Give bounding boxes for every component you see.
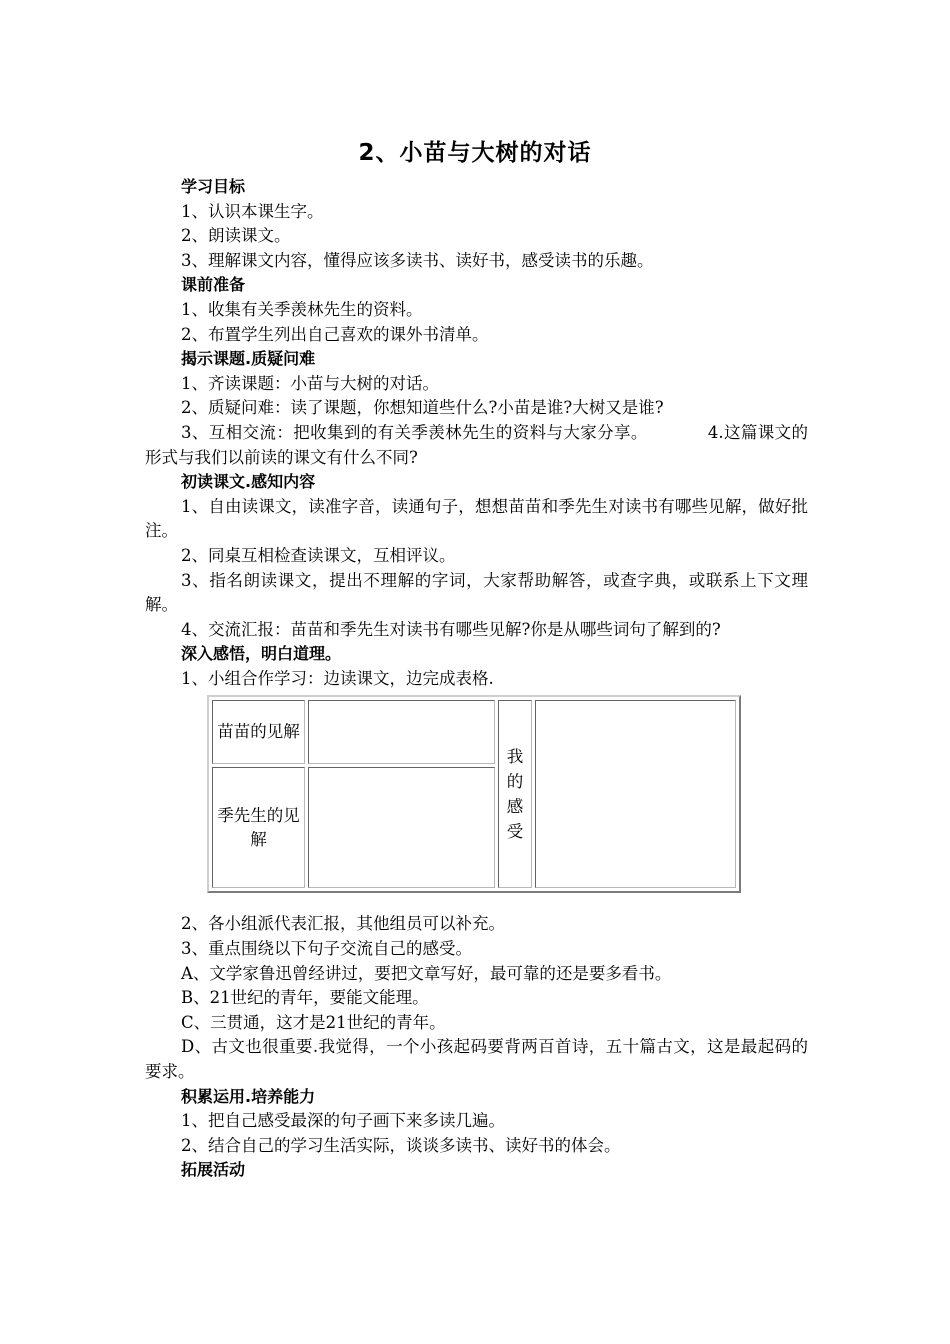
- side-label-char: 感: [506, 797, 524, 817]
- list-item: 1、认识本课生字。: [181, 201, 324, 221]
- list-item: 1、把自己感受最深的句子画下来多读几遍。: [181, 1111, 505, 1131]
- section-heading-extend: 拓展活动: [181, 1160, 246, 1180]
- side-label-char: 受: [506, 822, 524, 842]
- list-item-wrapped: 1、自由读课文，读准字音，读通句子，想想苗苗和季先生对读书有哪些见解，做好批注。: [145, 496, 808, 541]
- answer-cell-miaomiao[interactable]: [308, 700, 495, 763]
- list-item: 1、收集有关季羡林先生的资料。: [181, 299, 423, 319]
- answer-cell-ji[interactable]: [308, 767, 495, 889]
- list-item: 4、交流汇报：苗苗和季先生对读书有哪些见解?你是从哪些词句了解到的?: [181, 619, 721, 639]
- worksheet-table: [207, 695, 741, 893]
- section-heading-deep: 深入感悟，明白道理。: [181, 644, 342, 664]
- list-item: C、三贯通，这才是21世纪的青年。: [181, 1012, 446, 1032]
- section-heading-reveal: 揭示课题.质疑问难: [181, 349, 316, 369]
- list-item: A、文学家鲁迅曾经讲过，要把文章写好，最可靠的还是要多看书。: [181, 963, 672, 983]
- section-heading-goals: 学习目标: [181, 177, 246, 196]
- list-item: 2、同桌互相检查读课文，互相评议。: [181, 545, 456, 565]
- list-item: 1、齐读课题：小苗与大树的对话。: [181, 373, 439, 393]
- list-item: 2、朗读课文。: [181, 226, 291, 246]
- answer-cell-feelings[interactable]: [535, 700, 736, 888]
- list-item: 2、质疑问难：读了课题，你想知道些什么?小苗是谁?大树又是谁?: [181, 398, 664, 418]
- list-item-wrapped: [145, 421, 808, 470]
- side-label-cell: [498, 700, 532, 888]
- side-label-char: 的: [506, 772, 524, 792]
- list-item-wrapped: D、古文也很重要.我觉得，一个小孩起码要背两百首诗，五十篇古文，这是最起码的要求。: [145, 1037, 808, 1082]
- document-body: [145, 175, 808, 1183]
- list-item-wrapped: 3、指名朗读课文，提出不理解的字词，大家帮助解答，或查字典，或联系上下文理解。: [145, 570, 808, 615]
- row-label-miaomiao: 苗苗的见解: [212, 700, 305, 763]
- list-item: 2、布置学生列出自己喜欢的课外书清单。: [181, 324, 489, 344]
- list-item: 3、重点围绕以下句子交流自己的感受。: [181, 939, 472, 959]
- list-item: 3、理解课文内容，懂得应该多读书、读好书，感受读书的乐趣。: [181, 250, 654, 270]
- row-label-ji: 季先生的见解: [212, 767, 305, 889]
- side-label-char: 我: [506, 747, 524, 767]
- list-item: 2、各小组派代表汇报，其他组员可以补充。: [181, 914, 505, 934]
- list-item: B、21世纪的青年，要能文能理。: [181, 988, 429, 1008]
- section-heading-firstread: 初读课文.感知内容: [181, 472, 316, 492]
- section-heading-prep: 课前准备: [181, 275, 246, 295]
- list-item: 1、小组合作学习：边读课文，边完成表格.: [181, 668, 494, 688]
- section-heading-apply: 积累运用.培养能力: [181, 1086, 316, 1106]
- list-item: 2、结合自己的学习生活实际，谈谈多读书、读好书的体会。: [181, 1135, 621, 1155]
- reveal-item-3: 3、互相交流：把收集到的有关季羡林先生的资料与大家分享。: [181, 422, 648, 442]
- reveal-item-4: 4.这篇课文的形式与我们以前读的课文有什么不同?: [145, 422, 809, 467]
- page-title: 2、小苗与大树的对话: [358, 140, 592, 166]
- worksheet-table-wrap: [145, 695, 808, 901]
